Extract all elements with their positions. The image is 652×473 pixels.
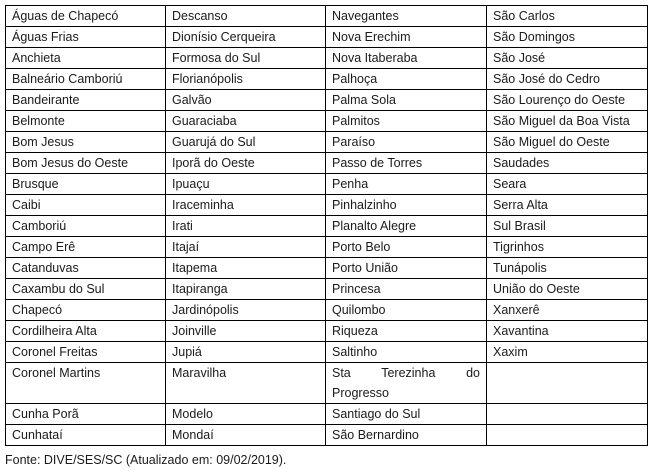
table-row	[6, 90, 648, 111]
table-cell: Pinhalzinho	[326, 195, 487, 216]
table-cell: Galvão	[166, 90, 326, 111]
table-cell: Guaraciaba	[166, 111, 326, 132]
table-cell: Riqueza	[326, 321, 487, 342]
table-cell: Irati	[166, 216, 326, 237]
table-cell: Coronel Freitas	[6, 342, 166, 363]
table-cell: Maravilha	[166, 363, 326, 404]
table-cell: Joinville	[166, 321, 326, 342]
municipalities-table-container	[5, 5, 648, 446]
table-cell: Nova Erechim	[326, 27, 487, 48]
table-cell: Camboriú	[6, 216, 166, 237]
table-cell: Tunápolis	[487, 258, 648, 279]
table-cell: São Domingos	[487, 27, 648, 48]
table-cell: Caibi	[6, 195, 166, 216]
table-row	[6, 425, 648, 446]
table-cell: Quilombo	[326, 300, 487, 321]
table-cell: São Carlos	[487, 6, 648, 27]
table-row	[6, 48, 648, 69]
table-cell: Modelo	[166, 404, 326, 425]
table-row	[6, 27, 648, 48]
table-cell: Seara	[487, 174, 648, 195]
table-cell: Bom Jesus do Oeste	[6, 153, 166, 174]
table-cell: Nova Itaberaba	[326, 48, 487, 69]
table-row	[6, 279, 648, 300]
table-cell: Cordilheira Alta	[6, 321, 166, 342]
table-row	[6, 174, 648, 195]
table-cell: São Miguel do Oeste	[487, 132, 648, 153]
table-cell: Florianópolis	[166, 69, 326, 90]
table-cell: Mondaí	[166, 425, 326, 446]
table-cell	[487, 425, 648, 446]
table-cell: Descanso	[166, 6, 326, 27]
table-cell: Xanxerê	[487, 300, 648, 321]
table-cell: União do Oeste	[487, 279, 648, 300]
table-cell: Águas de Chapecó	[6, 6, 166, 27]
table-cell: Xaxim	[487, 342, 648, 363]
table-row	[6, 237, 648, 258]
table-cell: Xavantina	[487, 321, 648, 342]
table-cell: Catanduvas	[6, 258, 166, 279]
table-cell: Iraceminha	[166, 195, 326, 216]
table-row	[6, 321, 648, 342]
table-row	[6, 153, 648, 174]
table-cell: Itajaí	[166, 237, 326, 258]
table-cell: Cunha Porã	[6, 404, 166, 425]
table-cell: Palmitos	[326, 111, 487, 132]
table-cell: Caxambu do Sul	[6, 279, 166, 300]
table-cell: Bom Jesus	[6, 132, 166, 153]
table-row	[6, 342, 648, 363]
table-cell: Ipuaçu	[166, 174, 326, 195]
table-cell: Águas Frias	[6, 27, 166, 48]
table-row	[6, 111, 648, 132]
table-cell: Palma Sola	[326, 90, 487, 111]
table-row	[6, 69, 648, 90]
table-cell: Chapecó	[6, 300, 166, 321]
table-cell: Porto Belo	[326, 237, 487, 258]
table-cell: São José do Cedro	[487, 69, 648, 90]
table-cell: Coronel Martins	[6, 363, 166, 404]
table-cell: Jardinópolis	[166, 300, 326, 321]
table-cell: São José	[487, 48, 648, 69]
table-cell	[487, 404, 648, 425]
table-cell: Passo de Torres	[326, 153, 487, 174]
table-row	[6, 6, 648, 27]
table-cell: Campo Erê	[6, 237, 166, 258]
table-row	[6, 216, 648, 237]
table-cell: Penha	[326, 174, 487, 195]
table-cell: Saltinho	[326, 342, 487, 363]
table-row	[6, 300, 648, 321]
table-cell: Paraíso	[326, 132, 487, 153]
table-cell: Brusque	[6, 174, 166, 195]
table-row	[6, 195, 648, 216]
table-cell: Balneário Camboriú	[6, 69, 166, 90]
table-row	[6, 258, 648, 279]
table-body	[6, 6, 648, 446]
table-cell: Palhoça	[326, 69, 487, 90]
table-cell: Serra Alta	[487, 195, 648, 216]
table-row	[6, 132, 648, 153]
municipalities-table	[5, 5, 648, 446]
table-cell: Sul Brasil	[487, 216, 648, 237]
table-cell	[487, 363, 648, 404]
table-cell: Formosa do Sul	[166, 48, 326, 69]
table-cell: Santiago do Sul	[326, 404, 487, 425]
table-cell: São Lourenço do Oeste	[487, 90, 648, 111]
table-cell: São Miguel da Boa Vista	[487, 111, 648, 132]
table-cell: Planalto Alegre	[326, 216, 487, 237]
table-cell: Princesa	[326, 279, 487, 300]
table-cell: Tigrinhos	[487, 237, 648, 258]
table-cell: Itapema	[166, 258, 326, 279]
table-cell: Jupiá	[166, 342, 326, 363]
table-cell: Belmonte	[6, 111, 166, 132]
table-cell: Saudades	[487, 153, 648, 174]
table-cell: Iporã do Oeste	[166, 153, 326, 174]
table-cell: Anchieta	[6, 48, 166, 69]
table-cell: Cunhataí	[6, 425, 166, 446]
table-cell: Navegantes	[326, 6, 487, 27]
table-cell: Dionísio Cerqueira	[166, 27, 326, 48]
source-caption: Fonte: DIVE/SES/SC (Atualizado em: 09/02/2019).	[5, 453, 287, 467]
table-cell: Itapiranga	[166, 279, 326, 300]
table-cell: Sta Terezinha do Progresso	[326, 363, 487, 404]
table-cell: Porto União	[326, 258, 487, 279]
table-row	[6, 404, 648, 425]
table-row	[6, 363, 648, 404]
table-cell: Bandeirante	[6, 90, 166, 111]
table-cell: Guarujá do Sul	[166, 132, 326, 153]
table-cell: São Bernardino	[326, 425, 487, 446]
